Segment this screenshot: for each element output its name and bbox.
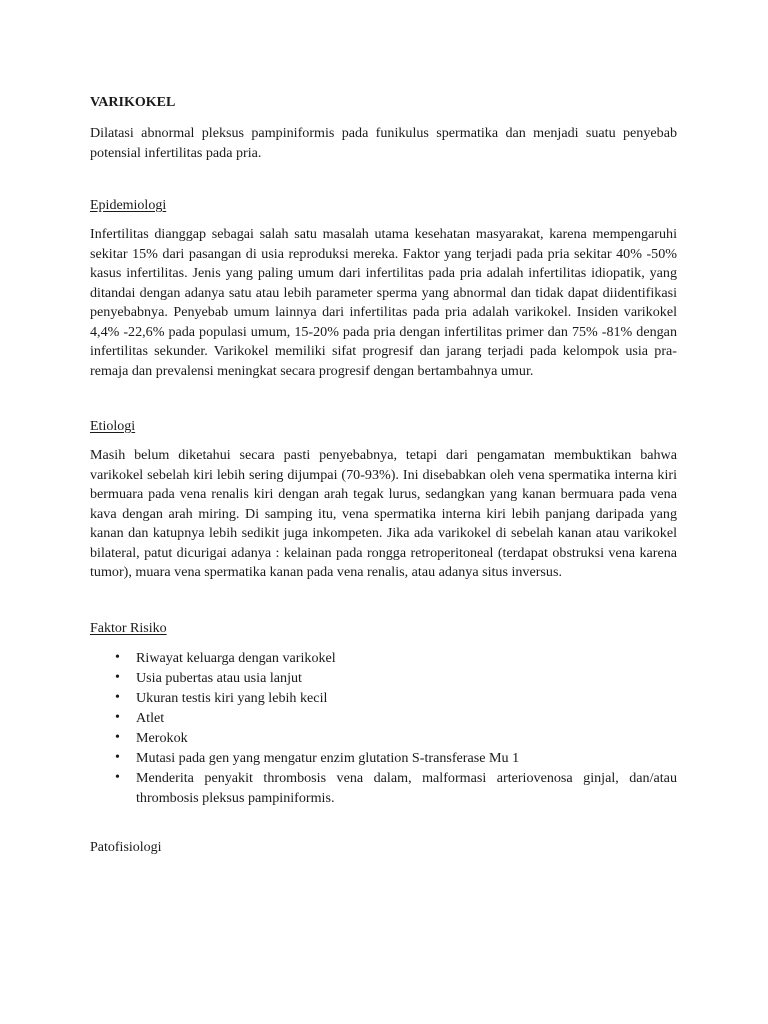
list-item: • Mutasi pada gen yang mengatur enzim glutation S-transferase Mu 1 — [115, 749, 520, 766]
bullet-icon: • — [115, 729, 120, 745]
bullet-icon: • — [115, 749, 120, 765]
document-page — [90, 94, 677, 867]
epidemiologi-paragraph: Infertilitas dianggap sebagai salah satu masalah utama kesehatan masyarakat, karena mempengaruhi sekitar 15% dari pasangan di usia reproduksi mereka. Faktor yang terjadi pada pria sekitar 40% -50% kasus infertilitas. Jenis yang paling umum dari infertilitas pada pria adalah infertilitas idiopatik, yang ditandai dengan adanya satu atau lebih parameter sperma yang abnormal dan tidak dapat diidentifikasi penyebabnya. Penyebab umum lainnya dari infertilitas pada pria adalah varikokel. Insiden varikokel 4,4% -22,6% pada populasi umum, 15-20% pada pria dengan infertilitas primer dan 75% -81% dengan infertilitas sekunder. Varikokel memiliki sifat progresif dan jarang terjadi pada kelompok usia pra-remaja dan prevalensi meningkat secara progresif dengan bertambahnya umur. — [90, 226, 677, 379]
section-heading-faktor-risiko: Faktor Risiko — [90, 620, 167, 636]
list-item: • Riwayat keluarga dengan varikokel — [115, 649, 336, 666]
bullet-icon: • — [115, 649, 120, 665]
bullet-icon: • — [115, 669, 120, 685]
bullet-icon: • — [115, 709, 120, 725]
etiologi-paragraph: Masih belum diketahui secara pasti penyebabnya, tetapi dari pengamatan membuktikan bahwa varikokel sebelah kiri lebih sering dijumpai (70-93%). Ini disebabkan oleh vena spermatika interna kiri bermuara pada vena renalis kiri dengan arah tegak lurus, sedangkan yang kanan bermuara pada vena kava dengan arah miring. Di samping itu, vena spermatika interna kiri lebih panjang daripada yang kanan dan katupnya lebih sedikit juga inkompeten. Jika ada varikokel di sebelah kanan atau varikokel bilateral, patut dicurigai adanya : kelainan pada rongga retroperitoneal (terdapat obstruksi vena karena tumor), muara vena spermatika kanan pada vena renalis, atau adanya situs inversus. — [90, 447, 677, 580]
section-heading-patofisiologi: Patofisiologi — [90, 839, 162, 855]
bullet-icon: • — [115, 769, 120, 785]
intro-paragraph: Dilatasi abnormal pleksus pampiniformis pada funikulus spermatika dan menjadi suatu penyebab potensial infertilitas pada pria. — [90, 125, 677, 161]
list-item: • Atlet — [115, 709, 165, 726]
section-heading-etiologi: Etiologi — [90, 419, 136, 434]
bullet-icon: • — [115, 689, 120, 705]
risk-factor-list — [90, 648, 677, 808]
list-item: • Usia pubertas atau usia lanjut — [115, 669, 302, 686]
list-item: • Menderita penyakit thrombosis vena dalam, malformasi arteriovenosa ginjal, dan/atau thrombosis pleksus pampiniformis. — [115, 769, 677, 806]
list-item: • Merokok — [115, 729, 188, 746]
section-heading-epidemiologi: Epidemiologi — [90, 198, 167, 213]
document-title: VARIKOKEL — [90, 95, 176, 110]
list-item: • Ukuran testis kiri yang lebih kecil — [115, 689, 328, 706]
